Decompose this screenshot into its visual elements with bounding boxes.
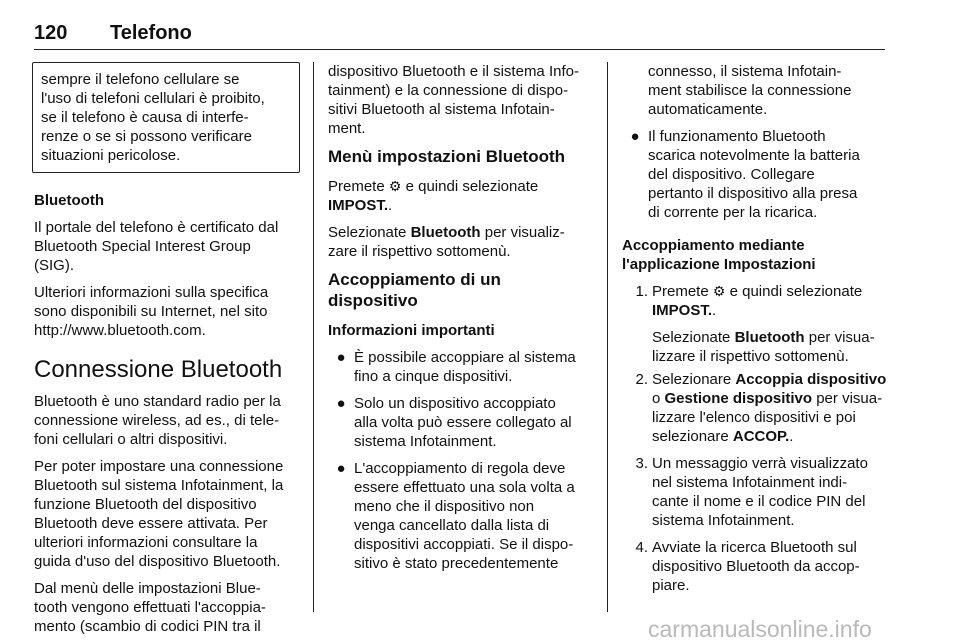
text-line: scarica notevolmente la batteria <box>648 147 860 164</box>
text-line: Il portale del telefono è certificato dal <box>34 219 279 236</box>
text-line: zare il rispettivo sottomenù. <box>328 243 511 260</box>
text-line: Un messaggio verrà visualizzato <box>652 455 868 472</box>
heading-line: Accoppiamento mediante <box>622 237 805 254</box>
text-fragment: Selezionate <box>328 224 407 241</box>
text-line: fino a cinque dispositivi. <box>354 368 513 385</box>
text-line: pertanto il dispositivo alla presa <box>648 185 858 202</box>
menu-label-impost: IMPOST. <box>652 302 713 319</box>
text-line: connesso, il sistema Infotain- <box>648 63 842 80</box>
bullet-icon: ● <box>336 395 346 412</box>
text-line <box>328 177 592 196</box>
text-line: Ulteriori informazioni sulla specifica <box>34 284 269 301</box>
text-line: dispositivo Bluetooth da accop- <box>652 558 860 575</box>
list-item-text <box>354 394 592 451</box>
text-fragment: per visua- <box>816 390 883 407</box>
step-number: 1. <box>635 283 648 300</box>
text-fragment: Premete <box>652 283 709 300</box>
text-line: Bluetooth Special Interest Group <box>34 238 251 255</box>
text-line: tainment) e la connessione di dispo- <box>328 82 569 99</box>
text-line: sistema Infotainment. <box>652 512 795 529</box>
text-fragment: e quindi selezionate <box>729 283 863 300</box>
text-line: nel sistema Infotainment indi- <box>652 474 848 491</box>
text-line: mento (scambio di codici PIN tra il <box>34 618 261 635</box>
list-item-text <box>354 348 592 386</box>
text-line: foni cellulari o altri dispositivi. <box>34 431 228 448</box>
list-item <box>328 348 592 386</box>
text-line: lizzare il rispettivo sottomenù. <box>652 348 849 365</box>
text-line <box>652 282 887 301</box>
list-item-continuation <box>622 62 887 119</box>
warning-line: renze o se si possono verificare <box>41 128 252 145</box>
text-line: È possibile accoppiare al sistema <box>354 349 576 366</box>
text-line: Per poter impostare una connessione <box>34 458 284 475</box>
text-line: Bluetooth deve essere attivata. Per <box>34 515 268 532</box>
warning-line: situazioni pericolose. <box>41 147 181 164</box>
warning-line: se il telefono è causa di interfe- <box>41 109 249 126</box>
text-line <box>652 389 887 408</box>
column-divider <box>607 62 608 612</box>
menu-label-bluetooth: Bluetooth <box>410 224 481 241</box>
step-number: 2. <box>635 371 648 388</box>
menu-label-impost: IMPOST. <box>328 197 389 214</box>
column-3 <box>622 62 887 603</box>
warning-line: sempre il telefono cellulare se <box>41 71 240 88</box>
menu-label-gestione: Gestione dispositivo <box>664 390 813 407</box>
url-text: http://www.bluetooth.com. <box>34 322 206 339</box>
text-line: automaticamente. <box>648 101 768 118</box>
text-line: L'accoppiamento di regola deve <box>354 460 566 477</box>
page-title: Telefono <box>110 22 192 44</box>
text-line: ment. <box>328 120 366 137</box>
heading-line: l'applicazione Impostazioni <box>622 256 816 273</box>
step-text <box>652 454 887 530</box>
text-line: Il funzionamento Bluetooth <box>648 128 826 145</box>
warning-line: l'uso di telefoni cellulari è proibito, <box>41 90 265 107</box>
text-line: tooth vengono effettuati l'accoppia- <box>34 599 266 616</box>
list-item <box>328 459 592 573</box>
text-line: sitivi Bluetooth al sistema Infotain- <box>328 101 555 118</box>
text-line: lizzare l'elenco dispositivi e poi <box>652 409 856 426</box>
text-line: essere effettuato una sola volta a <box>354 479 575 496</box>
text-line <box>652 370 887 389</box>
paragraph <box>34 392 300 449</box>
paragraph <box>328 177 592 215</box>
step-1 <box>622 282 887 366</box>
text-line: Solo un dispositivo accoppiato <box>354 395 556 412</box>
text-fragment: Selezionate <box>652 329 731 346</box>
text-fragment: Selezionare <box>652 371 732 388</box>
text-line: Avviate la ricerca Bluetooth sul <box>652 539 857 556</box>
text-fragment: per visua- <box>808 329 875 346</box>
column-2 <box>328 62 592 581</box>
text-line: meno che il dispositivo non <box>354 498 535 515</box>
gear-icon: ⚙ <box>388 178 402 194</box>
text-fragment: Premete <box>328 178 385 195</box>
warning-box <box>32 62 300 173</box>
text-line: Bluetooth è uno standard radio per la <box>34 393 281 410</box>
column-1 <box>34 62 300 644</box>
text-line: ulteriori informazioni consultare la <box>34 534 258 551</box>
header-divider <box>34 49 885 50</box>
paragraph <box>34 283 300 340</box>
step-4 <box>622 538 887 595</box>
step-3 <box>622 454 887 530</box>
text-fragment: o <box>652 390 661 407</box>
text-line: guida d'uso del dispositivo Bluetooth. <box>34 553 281 570</box>
paragraph <box>328 223 592 261</box>
text-line <box>652 301 887 320</box>
list-item-text <box>648 62 887 119</box>
text-line <box>652 427 887 446</box>
text-line: sono disponibili su Internet, nel sito <box>34 303 268 320</box>
text-line: di corrente per la ricarica. <box>648 204 818 221</box>
text-line: venga cancellato dalla lista di <box>354 517 550 534</box>
text-fragment: per visualiz- <box>484 224 565 241</box>
text-line: piare. <box>652 577 690 594</box>
text-fragment: . <box>712 302 717 319</box>
page-header <box>34 12 885 48</box>
list-item-text <box>354 459 592 573</box>
footer-watermark: carmanualsonline.info <box>648 616 872 642</box>
section-heading-connection: Connessione Bluetooth <box>34 356 283 383</box>
text-fragment: . <box>388 197 393 214</box>
step-text <box>652 370 887 446</box>
paragraph <box>34 579 300 636</box>
text-fragment: e quindi selezionate <box>405 178 539 195</box>
step-text <box>652 538 887 595</box>
text-line: Dal menù delle impostazioni Blue- <box>34 580 261 597</box>
page-number: 120 <box>34 22 68 44</box>
text-line: cante il nome e il codice PIN del <box>652 493 866 510</box>
text-line: funzione Bluetooth del dispositivo <box>34 496 257 513</box>
paragraph <box>34 457 300 571</box>
text-line: sitivo è stato precedentemente <box>354 555 559 572</box>
text-line: dispositivi accoppiati. Se il dispo- <box>354 536 574 553</box>
section-heading-pairing: Accoppiamento di un dispositivo <box>328 270 501 310</box>
subheading-app-pairing <box>622 236 887 274</box>
bullet-icon: ● <box>336 460 346 477</box>
text-line: connessione wireless, ad es., di tele- <box>34 412 280 429</box>
bullet-icon: ● <box>336 349 346 366</box>
column-divider <box>313 62 314 612</box>
list-item <box>328 394 592 451</box>
text-line: del dispositivo. Collegare <box>648 166 815 183</box>
subheading-info: Informazioni importanti <box>328 322 495 339</box>
text-line <box>328 196 592 215</box>
text-fragment: selezionare <box>652 428 729 445</box>
text-line: sistema Infotainment. <box>354 433 497 450</box>
text-fragment: . <box>789 428 794 445</box>
text-line: (SIG). <box>34 257 74 274</box>
text-line: dispositivo Bluetooth e il sistema Info- <box>328 63 579 80</box>
text-line: ment stabilisce la connessione <box>648 82 852 99</box>
list-item-text <box>648 127 887 222</box>
menu-label-accoppia: Accoppia dispositivo <box>735 371 887 388</box>
section-heading-menu: Menù impostazioni Bluetooth <box>328 147 566 166</box>
step-text <box>652 282 887 366</box>
step-number: 3. <box>635 455 648 472</box>
text-line: Bluetooth sul sistema Infotainment, la <box>34 477 284 494</box>
menu-label-bluetooth: Bluetooth <box>734 329 805 346</box>
text-line: alla volta può essere collegato al <box>354 414 572 431</box>
text-line <box>652 328 887 347</box>
section-heading-bluetooth: Bluetooth <box>34 192 104 209</box>
paragraph <box>34 218 300 275</box>
paragraph <box>328 62 592 138</box>
step-2 <box>622 370 887 446</box>
list-item <box>622 127 887 222</box>
step-number: 4. <box>635 539 648 556</box>
menu-label-accop: ACCOP. <box>732 428 790 445</box>
bullet-icon: ● <box>630 128 640 145</box>
text-line <box>328 223 592 242</box>
gear-icon: ⚙ <box>712 283 726 299</box>
